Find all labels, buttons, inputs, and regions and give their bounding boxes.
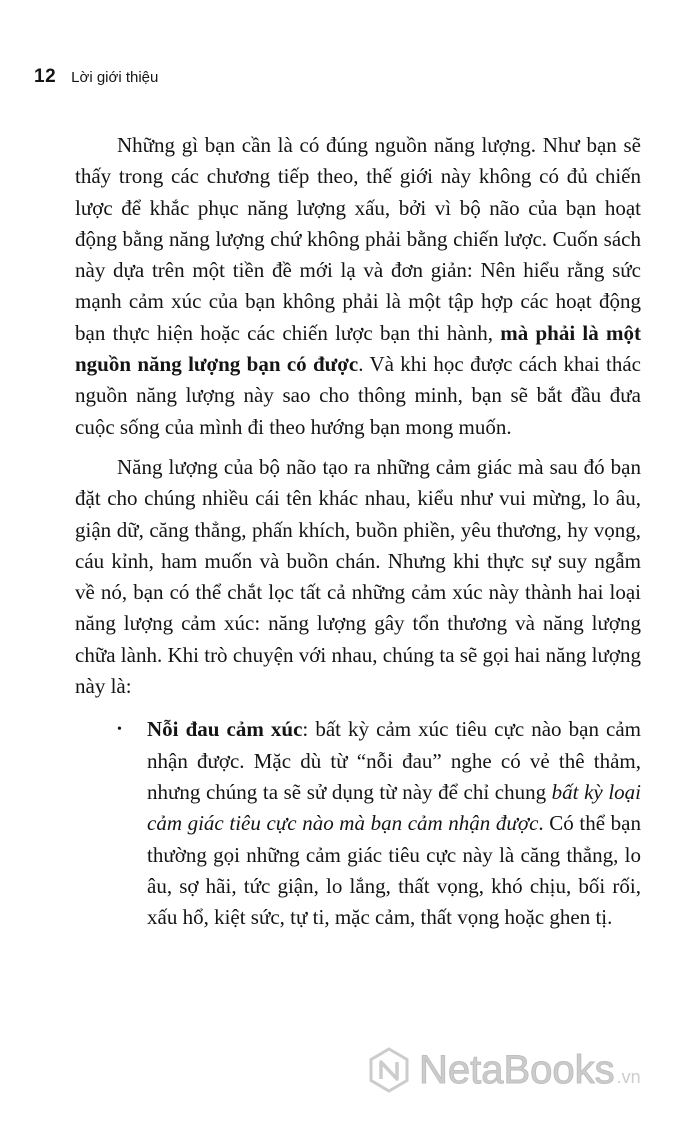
- running-title: Lời giới thiệu: [71, 69, 159, 86]
- watermark-brand: NetaBooks: [419, 1047, 615, 1092]
- netabooks-logo-icon: [365, 1046, 413, 1094]
- page-number: 12: [34, 66, 57, 87]
- paragraph-1-text-start: Những gì bạn cần là có đúng nguồn năng lượng. Như bạn sẽ thấy trong các chương tiếp theo, thế giới này không có đủ chiến lược để khắc phục năng lượng xấu, bởi vì bộ não của bạn hoạt động bằng năng lượng chứ không phải bằng chiến lược. Cuốn sách này dựa trên một tiền đề mới lạ và đơn giản: Nên hiểu rằng sức mạnh cảm xúc của bạn không phải là một tập hợp các hoạt động bạn thực hiện hoặc các chiến lược bạn thi hành,: [75, 133, 641, 345]
- body-text: [75, 130, 641, 933]
- paragraph-1-bold-phrase: mà phải là một nguồn năng lượng bạn có được: [75, 320, 641, 377]
- paragraph-2-text: Năng lượng của bộ não tạo ra những cảm giác mà sau đó bạn đặt cho chúng nhiều cái tên khác nhau, kiểu như vui mừng, lo âu, giận dữ, căng thẳng, phấn khích, buồn phiền, yêu thương, hy vọng, cáu kỉnh, ham muốn và buồn chán. Nhưng khi thực sự suy ngẫm về nó, bạn có thể chắt lọc tất cả những cảm xúc này thành hai loại năng lượng cảm xúc: năng lượng gây tổn thương và năng lượng chữa lành. Khi trò chuyện với nhau, chúng ta sẽ gọi hai năng lượng này là:: [75, 454, 641, 699]
- watermark: [365, 1040, 641, 1100]
- watermark-suffix: .vn: [616, 1067, 641, 1087]
- paragraph-1: [75, 130, 641, 443]
- bullet-list: [75, 714, 641, 933]
- bullet-text-end: . Có thể bạn thường gọi những cảm giác tiêu cực này là căng thẳng, lo âu, sợ hãi, tức giận, lo lắng, thất vọng, khó chịu, bối rối, xấu hổ, kiệt sức, tự ti, mặc cảm, thất vọng hoặc ghen tị.: [147, 811, 641, 930]
- list-item: [75, 714, 641, 933]
- bullet-marker: •: [117, 722, 122, 738]
- bullet-text-start: : bất kỳ cảm xúc tiêu cực nào bạn cảm nhận được. Mặc dù từ “nỗi đau” nghe có vẻ thê thảm, nhưng chúng ta sẽ sử dụng từ này để chỉ chung: [147, 717, 641, 804]
- paragraph-1-text-end: . Và khi học được cách khai thác nguồn năng lượng này sao cho thông minh, bạn sẽ bắt đầu đưa cuộc sống của mình đi theo hướng bạn mong muốn.: [75, 352, 641, 439]
- paragraph-2: [75, 452, 641, 702]
- page-header: [34, 66, 158, 94]
- bullet-italic-phrase: bất kỳ loại cảm giác tiêu cực nào mà bạn cảm nhận được: [147, 779, 641, 836]
- bullet-term: Nỗi đau cảm xúc: [147, 717, 303, 742]
